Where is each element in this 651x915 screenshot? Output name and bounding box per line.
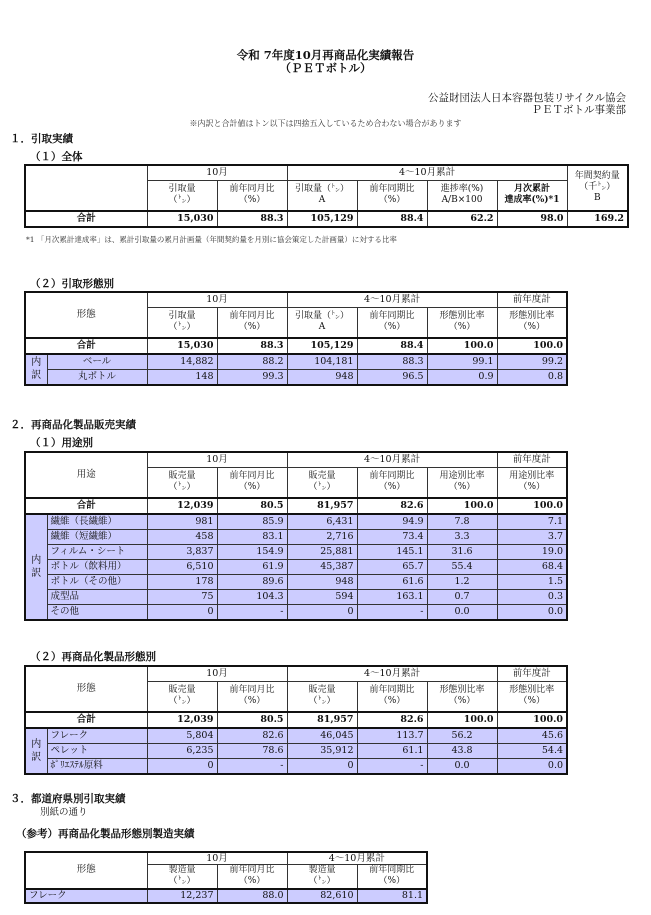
- col-month-yoy: [217, 865, 287, 889]
- cell: -: [357, 758, 427, 774]
- section1-heading: １．引取実績: [10, 133, 73, 145]
- cell: 100.0: [427, 338, 497, 354]
- cell: 6,431: [287, 514, 357, 530]
- cell: 458: [147, 529, 217, 544]
- report-subtitle: （ＰＥＴボトル）: [279, 61, 372, 75]
- row-label: フレーク: [25, 889, 147, 903]
- cell: 0.0: [427, 758, 497, 774]
- row-label: ボトル（飲料用）: [47, 559, 147, 574]
- cell: 0: [147, 758, 217, 774]
- row-label: 丸ボトル: [47, 369, 147, 385]
- col-cum-ratio: [427, 682, 497, 712]
- section1-sub2-heading: （２）引取形態別: [30, 278, 114, 290]
- total-row: [25, 338, 567, 354]
- col-annual-contract: [567, 165, 628, 211]
- cell: 5,804: [147, 728, 217, 744]
- cell: 104,181: [287, 354, 357, 370]
- table-row: [25, 559, 567, 574]
- achievement-footnote: *1 「月次累計達成率」は、累計引取量の累月計画量（年間契約量を月別に協会策定した計画量）に対する比率: [26, 235, 397, 244]
- table-row: [25, 589, 567, 604]
- row-header: 形態: [25, 292, 147, 338]
- cell: 7.1: [497, 514, 567, 530]
- col-label: 前年同月比: [229, 311, 275, 322]
- group-header-prev-year: 前年度計: [497, 452, 567, 468]
- col-label: 形態別比率: [509, 311, 555, 322]
- col-cum-qty: [287, 468, 357, 498]
- col-cum-yoy: [357, 181, 427, 211]
- cell: 55.4: [427, 559, 497, 574]
- group-header-prev-year: 前年度計: [497, 292, 567, 308]
- cell: 105,129: [287, 338, 357, 354]
- cell: 88.0: [217, 889, 287, 903]
- row-label: フィルム・シート: [47, 544, 147, 559]
- cell: 78.6: [217, 743, 287, 758]
- col-cum-yoy: [357, 682, 427, 712]
- cell: 14,882: [147, 354, 217, 370]
- group-header-cumulative: 4～10月累計: [287, 852, 427, 865]
- cell: 85.9: [217, 514, 287, 530]
- col-prev-ratio: [497, 468, 567, 498]
- cell: 88.3: [217, 338, 287, 354]
- department-name: ＰＥＴボトル事業部: [531, 104, 626, 116]
- total-row: [25, 211, 628, 227]
- col-prev-ratio: [497, 308, 567, 338]
- cell: 104.3: [217, 589, 287, 604]
- col-cum-ratio: [427, 468, 497, 498]
- total-row: [25, 498, 567, 514]
- col-unit: （㌧）: [168, 322, 196, 333]
- cell: 81.1: [357, 889, 427, 903]
- breakdown-label: [25, 354, 47, 385]
- cell: 100.0: [497, 498, 567, 514]
- col-label: 販売量: [168, 471, 196, 482]
- cell: 12,039: [147, 498, 217, 514]
- col-label: 形態別比率: [439, 685, 485, 696]
- cell: 1.5: [497, 574, 567, 589]
- cell: 80.5: [217, 498, 287, 514]
- col-label: 製造量: [168, 865, 196, 876]
- col-unit: 達成率(%)*1: [504, 195, 560, 206]
- total-row: [25, 712, 567, 728]
- breakdown-char: 訳: [31, 370, 42, 381]
- breakdown-char: 内: [31, 738, 42, 750]
- cell: 3.7: [497, 529, 567, 544]
- col-month-qty: [147, 865, 217, 889]
- col-cum-yoy: [357, 308, 427, 338]
- col-label: 前年同期比: [369, 311, 415, 322]
- cell: 82.6: [357, 498, 427, 514]
- group-header-cumulative: 4～10月累計: [287, 165, 567, 181]
- cell: 89.6: [217, 574, 287, 589]
- col-label: 前年同月比: [229, 685, 275, 696]
- cell: 12,237: [147, 889, 217, 903]
- cell: 99.1: [427, 354, 497, 370]
- col-month-yoy: [217, 682, 287, 712]
- row-header: 形態: [25, 852, 147, 889]
- group-header-cumulative: 4～10月累計: [287, 666, 497, 682]
- col-unit: （%）: [378, 322, 406, 333]
- total-label: 合計: [25, 712, 147, 728]
- cell: 981: [147, 514, 217, 530]
- sales-by-form-table: [24, 665, 568, 775]
- cell: 56.2: [427, 728, 497, 744]
- cell: 0.0: [497, 758, 567, 774]
- row-header: 用途: [25, 452, 147, 498]
- table-row: [25, 514, 567, 530]
- cell: 100.0: [427, 712, 497, 728]
- cell: 61.6: [357, 574, 427, 589]
- total-label: 合計: [25, 338, 147, 354]
- cell: 88.3: [357, 354, 427, 370]
- production-by-form-table: [24, 851, 428, 904]
- col-label: 前年同月比: [229, 184, 275, 195]
- col-label: 製造量: [308, 865, 336, 876]
- cell: 15,030: [147, 338, 217, 354]
- col-unit: （%）: [238, 322, 266, 333]
- col-unit: （%）: [518, 482, 546, 493]
- col-label: 前年同期比: [369, 184, 415, 195]
- col-unit: A: [318, 195, 326, 206]
- table-row: [25, 758, 567, 774]
- cell: 45,387: [287, 559, 357, 574]
- col-unit: （㌧）: [168, 876, 196, 887]
- col-annual-b: B: [593, 193, 601, 204]
- col-cum-ratio: [427, 308, 497, 338]
- cell: 98.0: [497, 211, 567, 227]
- cell: 73.4: [357, 529, 427, 544]
- organization-name: 公益財団法人日本容器包装リサイクル協会: [427, 92, 626, 104]
- col-cum-yoy: [357, 865, 427, 889]
- cell: 19.0: [497, 544, 567, 559]
- cell: 948: [287, 574, 357, 589]
- cell: 43.8: [427, 743, 497, 758]
- cell: -: [357, 604, 427, 620]
- cell: 2,716: [287, 529, 357, 544]
- cell: -: [217, 758, 287, 774]
- col-label: 形態別比率: [439, 311, 485, 322]
- total-label: 合計: [25, 498, 147, 514]
- intake-by-form-table: [24, 291, 568, 386]
- row-label: ボトル（その他）: [47, 574, 147, 589]
- col-unit: （%）: [238, 696, 266, 707]
- total-label: 合計: [25, 211, 147, 227]
- cell: 88.4: [357, 211, 427, 227]
- col-unit: （%）: [518, 322, 546, 333]
- cell: 163.1: [357, 589, 427, 604]
- intake-overall-table: [24, 164, 629, 228]
- col-label: 形態別比率: [509, 685, 555, 696]
- rounding-note: ※内訳と合計値はトン以下は四捨五入しているため合わない場合があります: [189, 119, 462, 128]
- table-row: [25, 574, 567, 589]
- col-label: 販売量: [308, 685, 336, 696]
- cell: 100.0: [427, 498, 497, 514]
- col-cum-qty: [287, 865, 357, 889]
- cell: 169.2: [567, 211, 628, 227]
- col-unit: （㌧）: [308, 696, 336, 707]
- cell: 68.4: [497, 559, 567, 574]
- cell: 0.8: [497, 369, 567, 385]
- col-month-qty: [147, 181, 217, 211]
- cell: 62.2: [427, 211, 497, 227]
- cell: 99.3: [217, 369, 287, 385]
- col-month-yoy: [217, 181, 287, 211]
- col-label: 前年同期比: [369, 865, 415, 876]
- cell: 46,045: [287, 728, 357, 744]
- col-unit: （%）: [448, 322, 476, 333]
- col-unit: （%）: [378, 195, 406, 206]
- col-unit: （%）: [448, 482, 476, 493]
- col-month-qty: [147, 682, 217, 712]
- section3-heading: ３．都道府県別引取実績: [10, 793, 126, 805]
- breakdown-char: 内: [31, 357, 42, 368]
- cell: 88.2: [217, 354, 287, 370]
- col-unit: （㌧）: [308, 482, 336, 493]
- col-month-qty: [147, 468, 217, 498]
- group-header-cumulative: 4～10月累計: [287, 452, 497, 468]
- col-label: 前年同月比: [229, 865, 275, 876]
- reference-heading: （参考）再商品化製品形態別製造実績: [16, 828, 195, 840]
- cell: 15,030: [147, 211, 217, 227]
- cell: 82.6: [357, 712, 427, 728]
- col-cum-qty: [287, 682, 357, 712]
- cell: 88.3: [217, 211, 287, 227]
- col-unit: （㌧）: [168, 482, 196, 493]
- col-label: 引取量: [168, 184, 196, 195]
- cell: 100.0: [497, 712, 567, 728]
- cell: 6,510: [147, 559, 217, 574]
- col-label: 進捗率(%): [440, 184, 484, 195]
- cell: 178: [147, 574, 217, 589]
- col-unit: （㌧）: [168, 195, 196, 206]
- cell: 1.2: [427, 574, 497, 589]
- cell: 65.7: [357, 559, 427, 574]
- table-row: [25, 529, 567, 544]
- group-header-cumulative: 4～10月累計: [287, 292, 497, 308]
- section2-sub1-heading: （１）用途別: [30, 437, 93, 449]
- table-row: [25, 544, 567, 559]
- cell: 105,129: [287, 211, 357, 227]
- cell: 25,881: [287, 544, 357, 559]
- cell: 81,957: [287, 712, 357, 728]
- row-label: フレーク: [47, 728, 147, 744]
- col-label: 月次累計: [514, 184, 551, 195]
- group-header-month: 10月: [147, 292, 287, 308]
- section2-heading: ２．再商品化製品販売実績: [10, 419, 136, 431]
- cell: 148: [147, 369, 217, 385]
- col-unit: （㌧）: [168, 696, 196, 707]
- col-label: 販売量: [308, 471, 336, 482]
- col-label: 用途別比率: [509, 471, 555, 482]
- cell: 0: [147, 604, 217, 620]
- cell: 45.6: [497, 728, 567, 744]
- col-label: 販売量: [168, 685, 196, 696]
- blank-header: [25, 165, 147, 211]
- col-month-qty: [147, 308, 217, 338]
- cell: 88.4: [357, 338, 427, 354]
- col-month-yoy: [217, 308, 287, 338]
- section3-note: 別紙の通り: [40, 807, 88, 818]
- col-unit: （%）: [518, 696, 546, 707]
- cell: 82,610: [287, 889, 357, 903]
- cell: 100.0: [497, 338, 567, 354]
- col-label: 引取量: [168, 311, 196, 322]
- cell: 12,039: [147, 712, 217, 728]
- group-header-month: 10月: [147, 452, 287, 468]
- cell: 0: [287, 758, 357, 774]
- cell: 0.3: [497, 589, 567, 604]
- cell: 6,235: [147, 743, 217, 758]
- row-label: ﾎﾟﾘｴｽﾃﾙ原料: [47, 758, 147, 774]
- cell: 3.3: [427, 529, 497, 544]
- cell: 0.0: [497, 604, 567, 620]
- row-label: 繊維（長繊維）: [47, 514, 147, 530]
- breakdown-char: 内: [31, 554, 42, 566]
- cell: 99.2: [497, 354, 567, 370]
- col-progress: [427, 181, 497, 211]
- table-row: [25, 743, 567, 758]
- group-header-prev-year: 前年度計: [497, 666, 567, 682]
- group-header-month: 10月: [147, 165, 287, 181]
- breakdown-char: 訳: [31, 751, 42, 763]
- cell: 54.4: [497, 743, 567, 758]
- cell: 0.9: [427, 369, 497, 385]
- cell: 96.5: [357, 369, 427, 385]
- group-header-month: 10月: [147, 852, 287, 865]
- row-label: 繊維（短繊維）: [47, 529, 147, 544]
- col-label: 前年同期比: [369, 471, 415, 482]
- col-unit: A/B×100: [441, 195, 483, 206]
- cell: 61.1: [357, 743, 427, 758]
- cell: 35,912: [287, 743, 357, 758]
- table-row: [25, 728, 567, 744]
- cell: 7.8: [427, 514, 497, 530]
- section1-sub1-heading: （１）全体: [30, 151, 83, 163]
- col-unit: （%）: [378, 482, 406, 493]
- cell: 83.1: [217, 529, 287, 544]
- col-unit: （%）: [238, 195, 266, 206]
- cell: 154.9: [217, 544, 287, 559]
- row-header: 形態: [25, 666, 147, 712]
- cell: 0.0: [427, 604, 497, 620]
- col-unit: （%）: [238, 482, 266, 493]
- table-row: [25, 604, 567, 620]
- cell: 145.1: [357, 544, 427, 559]
- cell: 3,837: [147, 544, 217, 559]
- cell: 81,957: [287, 498, 357, 514]
- cell: 94.9: [357, 514, 427, 530]
- col-label: 用途別比率: [439, 471, 485, 482]
- table-row: [25, 889, 427, 903]
- col-unit: （%）: [378, 696, 406, 707]
- col-label: 前年同期比: [369, 685, 415, 696]
- cell: -: [217, 604, 287, 620]
- row-label: ベール: [47, 354, 147, 370]
- table-row: [25, 354, 567, 370]
- col-cum-qty: [287, 308, 357, 338]
- col-month-yoy: [217, 468, 287, 498]
- col-cum-yoy: [357, 468, 427, 498]
- cell: 31.6: [427, 544, 497, 559]
- cell: 82.6: [217, 728, 287, 744]
- col-label: 前年同月比: [229, 471, 275, 482]
- section2-sub2-heading: （２）再商品化製品形態別: [30, 651, 156, 663]
- group-header-month: 10月: [147, 666, 287, 682]
- row-label: ペレット: [47, 743, 147, 758]
- col-label: 引取量（㌧）: [295, 311, 350, 322]
- cell: 0: [287, 604, 357, 620]
- breakdown-label: [25, 514, 47, 620]
- breakdown-label: [25, 728, 47, 774]
- col-annual-label: 年間契約量: [574, 171, 620, 182]
- cell: 75: [147, 589, 217, 604]
- col-unit: （%）: [238, 876, 266, 887]
- cell: 61.9: [217, 559, 287, 574]
- cell: 0.7: [427, 589, 497, 604]
- col-unit: （㌧）: [308, 876, 336, 887]
- row-label: その他: [47, 604, 147, 620]
- row-label: 成型品: [47, 589, 147, 604]
- table-row: [25, 369, 567, 385]
- col-unit: （%）: [378, 876, 406, 887]
- col-unit: （%）: [448, 696, 476, 707]
- col-annual-unit: （千㌧）: [579, 182, 616, 193]
- cell: 113.7: [357, 728, 427, 744]
- col-cum-qty: [287, 181, 357, 211]
- cell: 594: [287, 589, 357, 604]
- cell: 948: [287, 369, 357, 385]
- col-unit: A: [318, 322, 326, 333]
- breakdown-char: 訳: [31, 567, 42, 579]
- report-title: 令和 7年度10月再商品化実績報告: [236, 48, 415, 62]
- sales-by-use-table: [24, 451, 568, 621]
- col-achievement: [497, 181, 567, 211]
- cell: 80.5: [217, 712, 287, 728]
- col-label: 引取量（㌧）: [294, 184, 349, 195]
- col-prev-ratio: [497, 682, 567, 712]
